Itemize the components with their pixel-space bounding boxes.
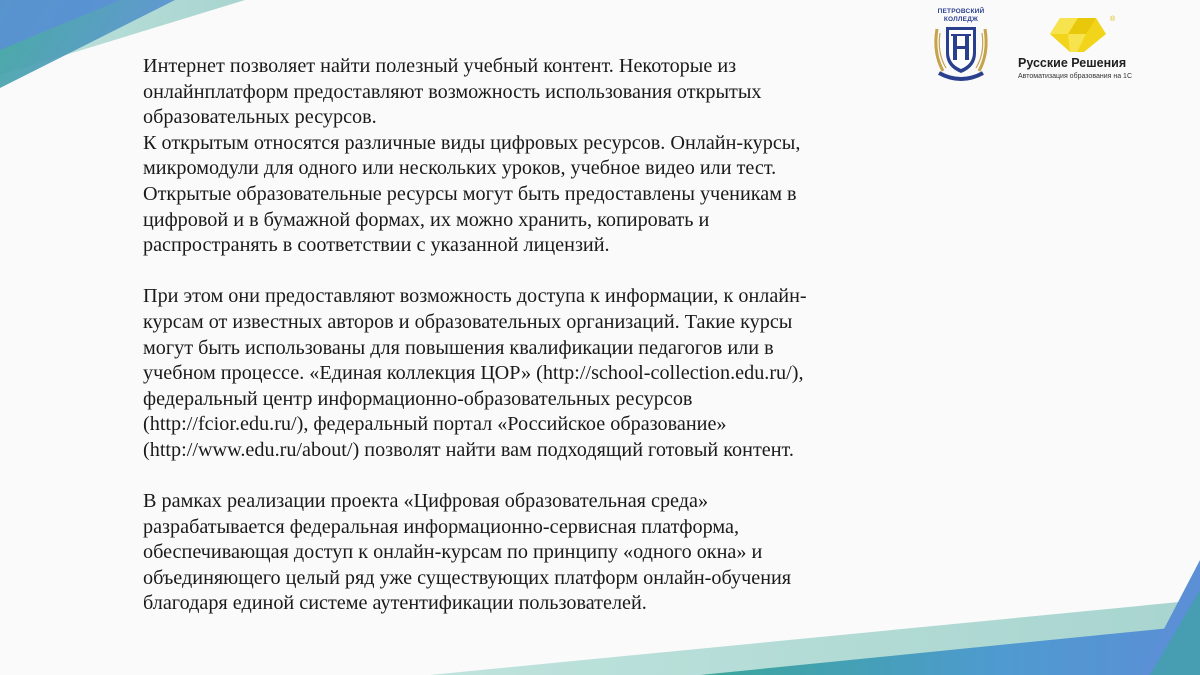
text-line: К открытым относятся различные виды цифровых ресурсов. Онлайн-курсы, [143,131,801,154]
petrovsky-title-line1: ПЕТРОВСКИЙ [937,8,985,15]
text-line: (http://www.edu.ru/about/) позволят найти вам подходящий готовый контент. [143,438,794,461]
petrovsky-logo-title [925,8,997,23]
text-line: обеспечивающая доступ к онлайн-курсам по принципу «одного окна» и [143,541,763,564]
text-line: (http://fcior.edu.ru/), федеральный портал «Российское образование» [143,413,727,436]
paragraph-2 [143,284,903,463]
text-line: Интернет позволяет найти полезный учебный контент. Некоторые из [143,55,737,77]
russkie-resheniya-tagline: Автоматизация образования на 1С [1018,73,1133,80]
petrovsky-crest-icon [931,23,991,85]
text-line: онлайнплатформ предоставляют возможность использования открытых [143,80,762,103]
paragraph-3 [143,489,903,617]
paragraph-gap [143,464,903,490]
text-line: распространять в соответствии с указанной лицензий. [143,234,610,257]
text-line: могут быть использованы для повышения квалификации педагогов или в [143,336,774,359]
text-line: разрабатывается федеральная информационно-сервисная платформа, [143,515,740,538]
petrovsky-college-logo [925,8,997,88]
text-line: федеральный центр информационно-образовательных ресурсов [143,387,693,410]
russkie-resheniya-emblem-icon [1046,12,1126,54]
text-line: В рамках реализации проекта «Цифровая образовательная среда» [143,490,709,513]
text-line: благодаря единой системе аутентификации пользователей. [143,592,647,615]
registered-mark: ® [1110,16,1116,23]
russkie-resheniya-logo [1018,12,1168,87]
paragraph-gap [143,259,903,285]
paragraph-1 [143,54,903,259]
text-line: объединяющего целый ряд уже существующих платформ онлайн-обучения [143,566,792,589]
text-line: образовательных ресурсов. [143,106,377,129]
text-line: При этом они предоставляют возможность доступа к информации, к онлайн- [143,285,807,308]
russkie-resheniya-name: Русские Решения [1018,56,1127,70]
body-text [143,54,903,617]
text-line: Открытые образовательные ресурсы могут быть предоставлены ученикам в [143,182,797,205]
text-line: учебном процессе. «Единая коллекция ЦОР» (http://school-collection.edu.ru/), [143,362,804,385]
text-line: микромодули для одного или нескольких уроков, учебное видео или тест. [143,157,777,180]
text-line: курсам от известных авторов и образовательных организаций. Такие курсы [143,310,793,333]
petrovsky-title-line2: КОЛЛЕДЖ [943,15,979,23]
text-line: цифровой и в бумажной формах, их можно хранить, копировать и [143,208,710,231]
